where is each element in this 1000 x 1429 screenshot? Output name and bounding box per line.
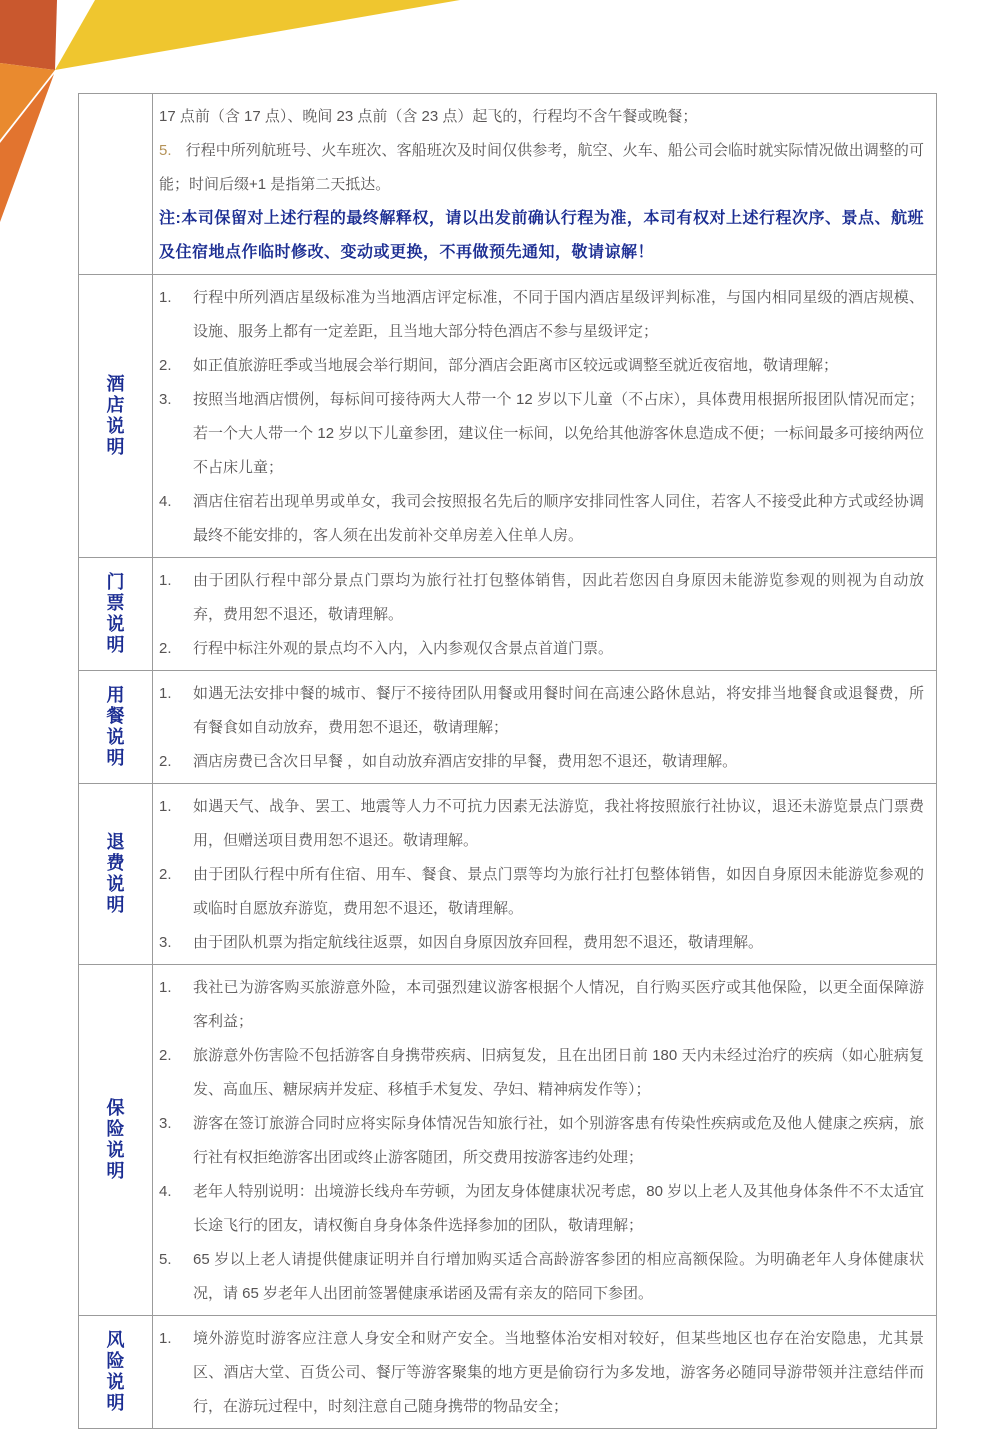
table-row (79, 670, 936, 783)
item-text: 由于团队行程中部分景点门票均为旅行社打包整体销售，因此若您因自身原因未能游览参观的则视为自动放弃，费用恕不退还，敬请理解。 (193, 572, 924, 623)
list-item (159, 745, 924, 779)
section-content (153, 1316, 936, 1428)
list-item (159, 790, 924, 858)
item-text: 65 岁以上老人请提供健康证明并自行增加购买适合高龄游客参团的相应高额保险。为明确老年人身体健康状况，请 65 岁老年人出团前签署健康承诺函及需有亲友的陪同下参团。 (193, 1251, 924, 1302)
section-content (153, 784, 936, 964)
item-text: 行程中标注外观的景点均不入内，入内参观仅含景点首道门票。 (193, 640, 614, 657)
decor-yellow-triangle (55, 0, 460, 70)
item-number: 2. (159, 357, 172, 374)
section-content (153, 275, 936, 557)
item-number: 3. (159, 391, 172, 408)
item-text: 境外游览时游客应注意人身安全和财产安全。当地整体治安相对较好，但某些地区也存在治安隐患，尤其景区、酒店大堂、百货公司、餐厅等游客聚集的地方更是偷窃行为多发地，游客务必随同导游带领并注意结伴而行，在游玩过程中，时刻注意自己随身携带的物品安全； (193, 1330, 924, 1415)
list-item (159, 1107, 924, 1175)
table-row (79, 964, 936, 1315)
item-text: 我社已为游客购买旅游意外险，本司强烈建议游客根据个人情况，自行购买医疗或其他保险，以更全面保障游客利益； (193, 979, 924, 1030)
item-number: 1. (159, 1330, 172, 1347)
item-text: 如遇无法安排中餐的城市、餐厅不接待团队用餐或用餐时间在高速公路休息站，将安排当地餐食或退餐费，所有餐食如自动放弃，费用恕不退还，敬请理解； (193, 685, 924, 736)
item-text: 按照当地酒店惯例，每标间可接待两大人带一个 12 岁以下儿童（不占床），具体费用根据所报团队情况而定；若一个大人带一个 12 岁以下儿童参团，建议住一标间，以免给其他游客休息造成不便；一标间最多可接纳两位不占床儿童； (193, 391, 924, 476)
list-item (159, 281, 924, 349)
section-content (153, 671, 936, 783)
item-text: 行程中所列酒店星级标准为当地酒店评定标准，不同于国内酒店星级评判标准，与国内相同星级的酒店规模、设施、服务上都有一定差距，且当地大部分特色酒店不参与星级评定； (193, 289, 924, 340)
item-text: 游客在签订旅游合同时应将实际身体情况告知旅行社，如个别游客患有传染性疾病或危及他人健康之疾病，旅行社有权拒绝游客出团或终止游客随团，所交费用按游客违约处理； (193, 1115, 924, 1166)
list-item (159, 485, 924, 553)
section-label: 风险说明 (106, 1330, 125, 1413)
section-label-cell (79, 94, 153, 274)
list-item (159, 1243, 924, 1311)
list-item (159, 926, 924, 960)
item-number: 4. (159, 493, 172, 510)
item-number: 2. (159, 640, 172, 657)
table-row (79, 274, 936, 557)
section-label: 门票说明 (106, 572, 125, 655)
item-text: 由于团队机票为指定航线往返票，如因自身原因放弃回程，费用恕不退还，敬请理解。 (193, 934, 764, 951)
item-number: 2. (159, 866, 172, 883)
section-content (153, 94, 936, 274)
item-text: 由于团队行程中所有住宿、用车、餐食、景点门票等均为旅行社打包整体销售，如因自身原因未能游览参观的或临时自愿放弃游览，费用恕不退还，敬请理解。 (193, 866, 924, 917)
item-text: 17 点前（含 17 点）、晚间 23 点前（含 23 点）起飞的，行程均不含午餐或晚餐； (159, 108, 698, 125)
list-item (159, 971, 924, 1039)
list-item (159, 383, 924, 485)
list-item (159, 564, 924, 632)
table-row (79, 1315, 936, 1428)
list-item (159, 134, 924, 202)
decor-rust-wedge (0, 0, 57, 70)
item-text: 旅游意外伤害险不包括游客自身携带疾病、旧病复发，且在出团日前 180 天内未经过治疗的疾病（如心脏病复发、高血压、糖尿病并发症、移植手术复发、孕妇、精神病发作等）； (193, 1047, 924, 1098)
item-text: 酒店住宿若出现单男或单女，我司会按照报名先后的顺序安排同性客人同住，若客人不接受此种方式或经协调最终不能安排的，客人须在出发前补交单房差入住单人房。 (193, 493, 924, 544)
item-number: 2. (159, 753, 172, 770)
reservation-note: 注:本司保留对上述行程的最终解释权，请以出发前确认行程为准，本司有权对上述行程次序、景点、航班及住宿地点作临时修改、变动或更换，不再做预先通知，敬请谅解！ (159, 210, 924, 261)
item-text: 如遇天气、战争、罢工、地震等人力不可抗力因素无法游览，我社将按照旅行社协议，退还未游览景点门票费用，但赠送项目费用恕不退还。敬请理解。 (193, 798, 924, 849)
item-number: 5. (159, 1251, 172, 1268)
section-content (153, 558, 936, 670)
item-number: 5. (159, 142, 172, 159)
list-item (159, 632, 924, 666)
list-item (159, 858, 924, 926)
item-text: 如正值旅游旺季或当地展会举行期间，部分酒店会距离市区较远或调整至就近夜宿地，敬请理解； (193, 357, 839, 374)
item-number: 1. (159, 289, 172, 306)
section-label-cell (79, 1316, 153, 1428)
section-label: 保险说明 (106, 1098, 125, 1181)
table-row (79, 94, 936, 274)
section-label-cell (79, 558, 153, 670)
item-number: 2. (159, 1047, 172, 1064)
item-number: 1. (159, 572, 172, 589)
list-item (159, 1322, 924, 1424)
section-label-cell (79, 784, 153, 964)
item-number: 3. (159, 1115, 172, 1132)
section-label-cell (79, 965, 153, 1315)
item-number: 1. (159, 979, 172, 996)
list-item (159, 677, 924, 745)
table-row (79, 783, 936, 964)
table-row (79, 557, 936, 670)
item-text: 酒店房费已含次日早餐 ，如自动放弃酒店安排的早餐，费用恕不退还，敬请理解。 (193, 753, 738, 770)
section-label-cell (79, 671, 153, 783)
list-item (159, 349, 924, 383)
section-label-cell (79, 275, 153, 557)
list-item (159, 1175, 924, 1243)
section-label: 用餐说明 (106, 685, 125, 768)
section-content (153, 965, 936, 1315)
list-item (159, 1039, 924, 1107)
item-text: 行程中所列航班号、火车班次、客船班次及时间仅供参考，航空、火车、船公司会临时就实际情况做出调整的可能；时间后缀+1 是指第二天抵达。 (159, 142, 924, 193)
list-item (159, 100, 924, 134)
item-number: 3. (159, 934, 172, 951)
terms-table (78, 93, 937, 1429)
item-number: 1. (159, 798, 172, 815)
section-label: 退费说明 (106, 832, 125, 915)
item-text: 老年人特别说明：出境游长线舟车劳顿，为团友身体健康状况考虑，80 岁以上老人及其他身体条件不不太适宜长途飞行的团友，请权衡自身身体条件选择参加的团队，敬请理解； (193, 1183, 924, 1234)
item-number: 4. (159, 1183, 172, 1200)
item-number: 1. (159, 685, 172, 702)
section-label: 酒店说明 (106, 374, 125, 457)
